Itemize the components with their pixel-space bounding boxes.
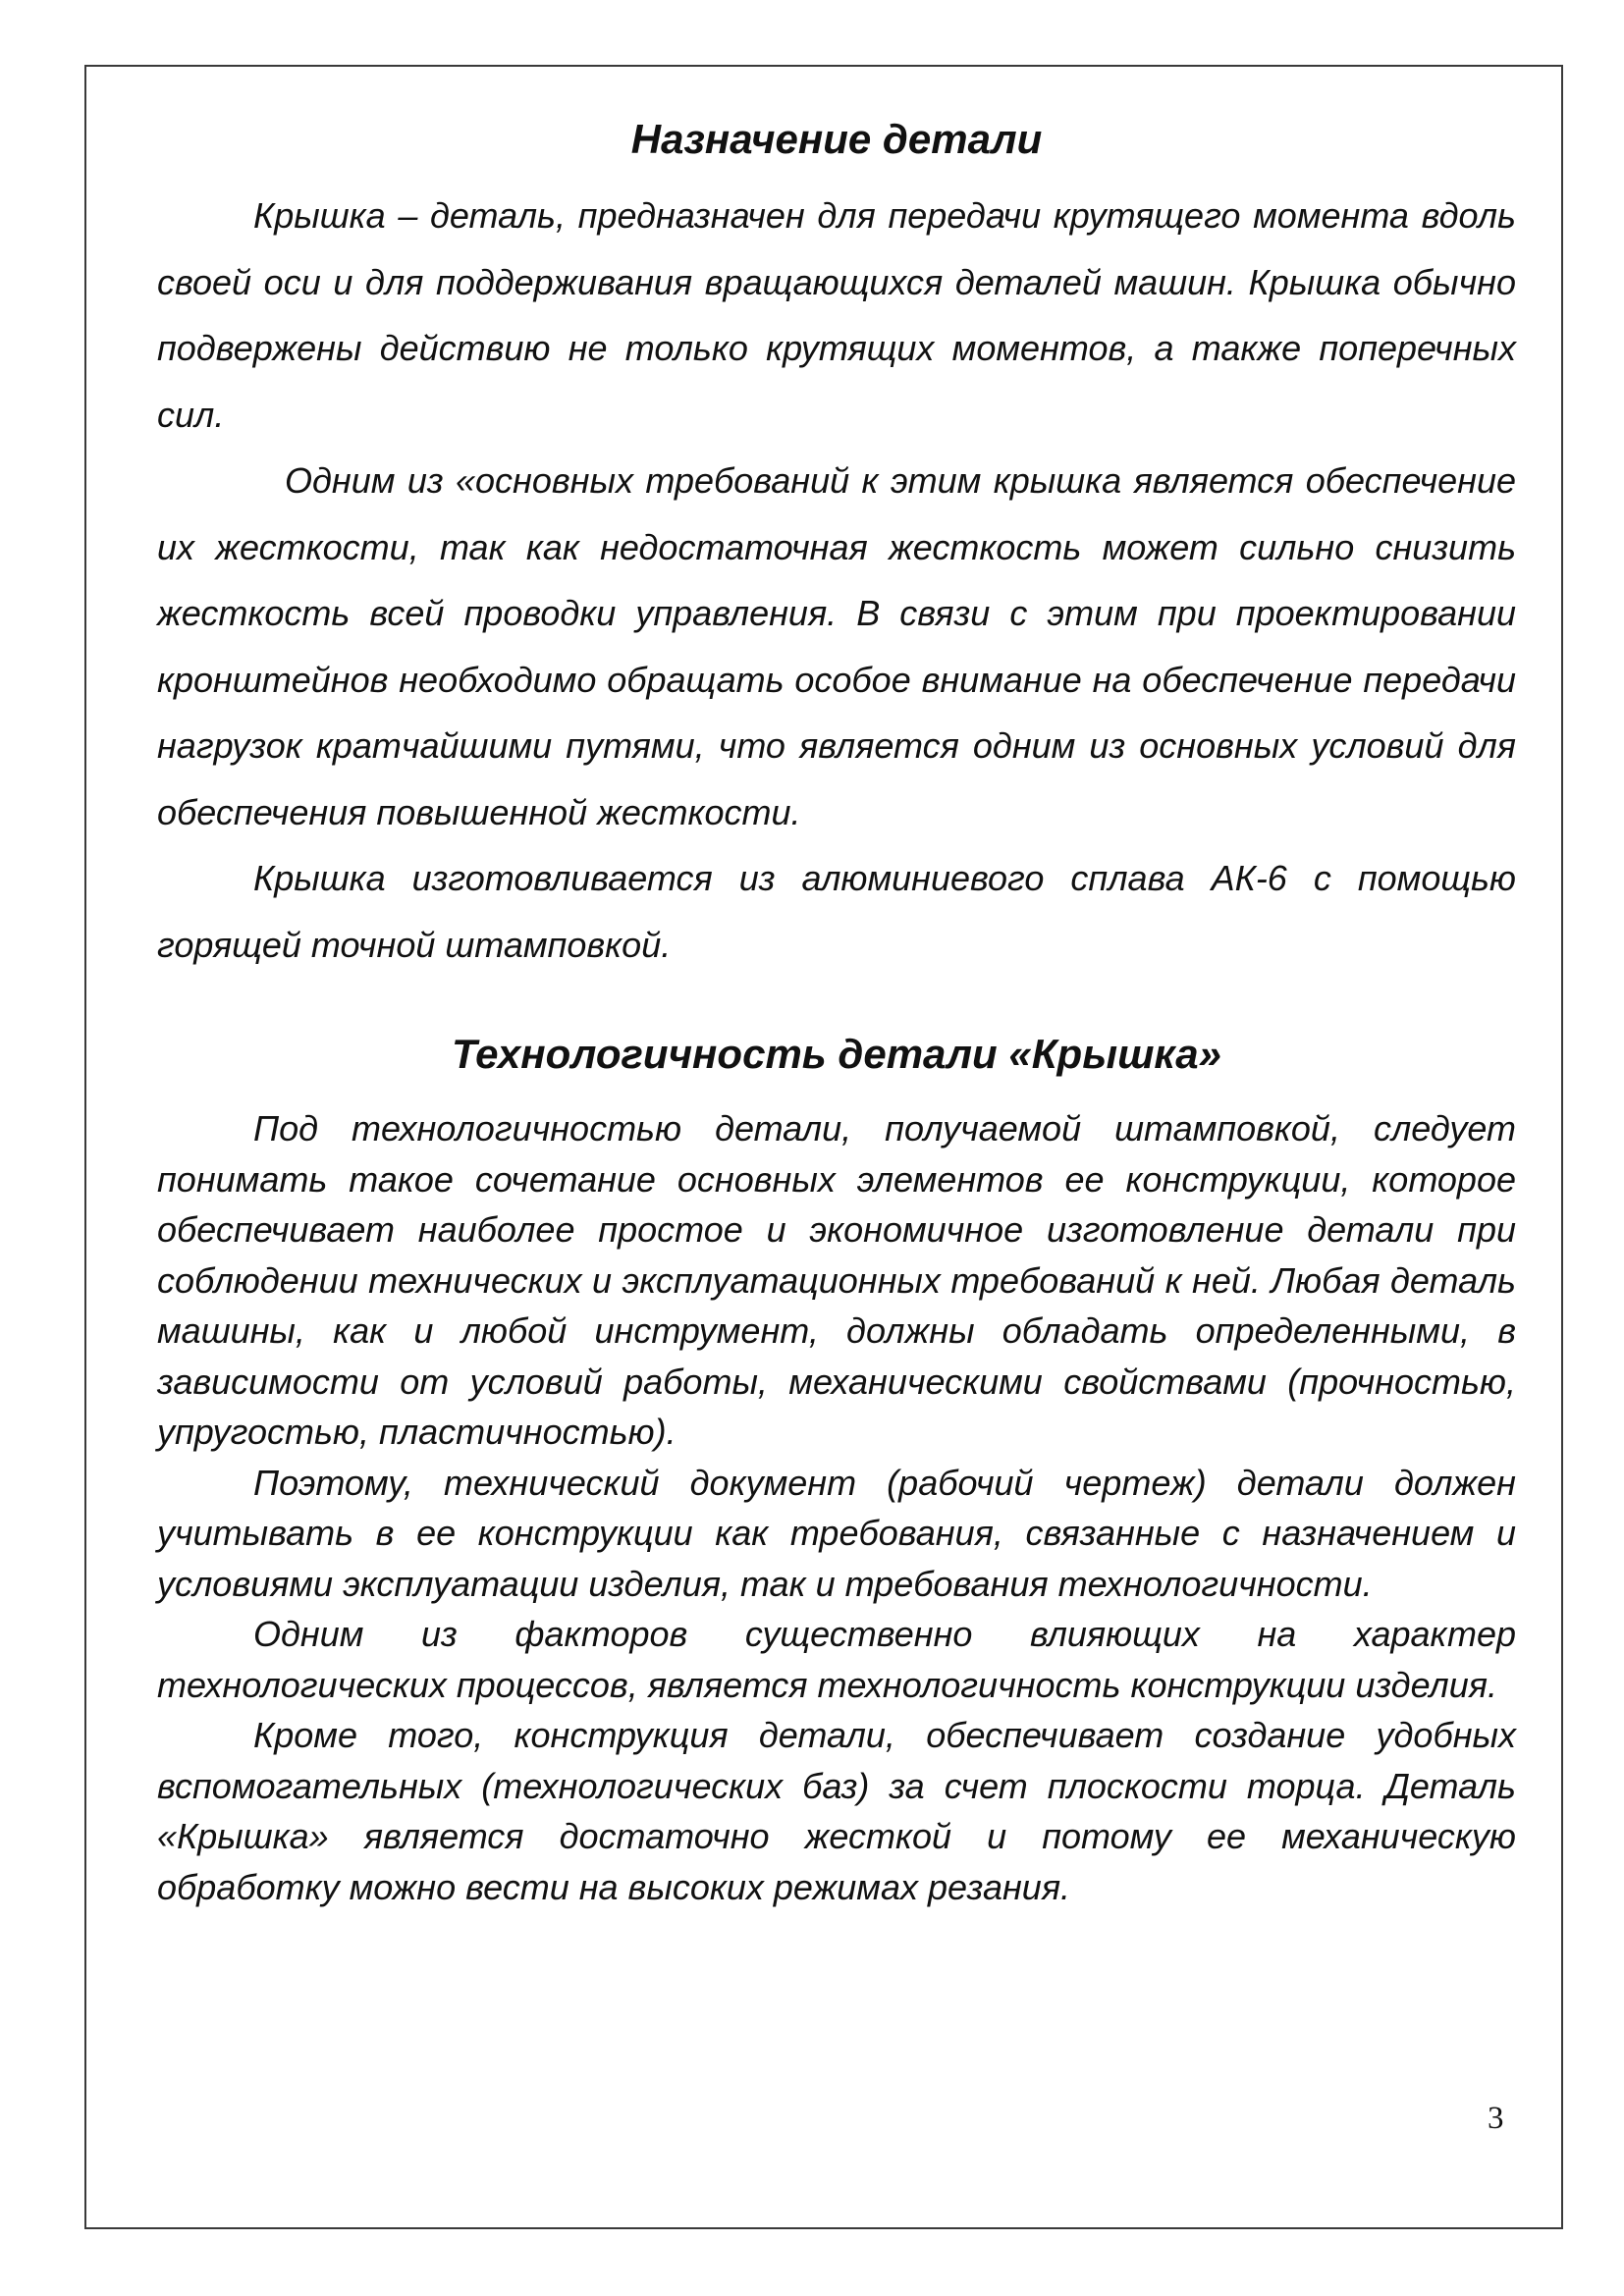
paragraph: Одним из «основных требований к этим крышка является обеспечение их жесткости, так как недостаточная жесткость может сильно снизить жесткость всей проводки управления. В связи с этим при проектировании кронштейнов необходимо обращать особое внимание на обеспечение передачи нагрузок кратчайшими путями, что является одним из основных условий для обеспечения повышенной жесткости. bbox=[157, 460, 1516, 832]
page-content bbox=[157, 110, 1516, 1912]
paragraph: Крышка – деталь, предназначен для передачи крутящего момента вдоль своей оси и для поддерживания вращающихся деталей машин. Крышка обычно подвержены действию не только крутящих моментов, а также поперечных сил. bbox=[157, 195, 1516, 435]
section-purpose bbox=[157, 110, 1516, 978]
section-manufacturability bbox=[157, 1025, 1516, 1912]
section-heading-purpose: Назначение детали bbox=[630, 116, 1043, 162]
paragraph: Крышка изготовливается из алюминиевого сплава АК-6 с помощью горящей точной штамповкой. bbox=[157, 858, 1516, 965]
paragraph: Поэтому, технический документ (рабочий чертеж) детали должен учитывать в ее конструкции как требования, связанные с назначением и условиями эксплуатации изделия, так и требования технологичности. bbox=[157, 1462, 1516, 1604]
paragraph: Кроме того, конструкция детали, обеспечивает создание удобных вспомогательных (технологических баз) за счет плоскости торца. Деталь «Крышка» является достаточно жесткой и потому ее механическую обработку можно вести на высоких режимах резания. bbox=[157, 1715, 1516, 1907]
page-number: 3 bbox=[1488, 2101, 1504, 2136]
paragraph: Под технологичностью детали, получаемой штамповкой, следует понимать такое сочетание основных элементов ее конструкции, которое обеспечивает наиболее простое и экономичное изготовление детали при соблюдении технических и эксплуатационных требований к ней. Любая деталь машины, как и любой инструмент, должны обладать определенными, в зависимости от условий работы, механическими свойствами (прочностью, упругостью, пластичностью). bbox=[157, 1108, 1516, 1452]
section-heading-manufacturability: Технологичность детали «Крышка» bbox=[452, 1031, 1221, 1077]
paragraph: Одним из факторов существенно влияющих на характер технологических процессов, является технологичность конструкции изделия. bbox=[157, 1614, 1516, 1705]
